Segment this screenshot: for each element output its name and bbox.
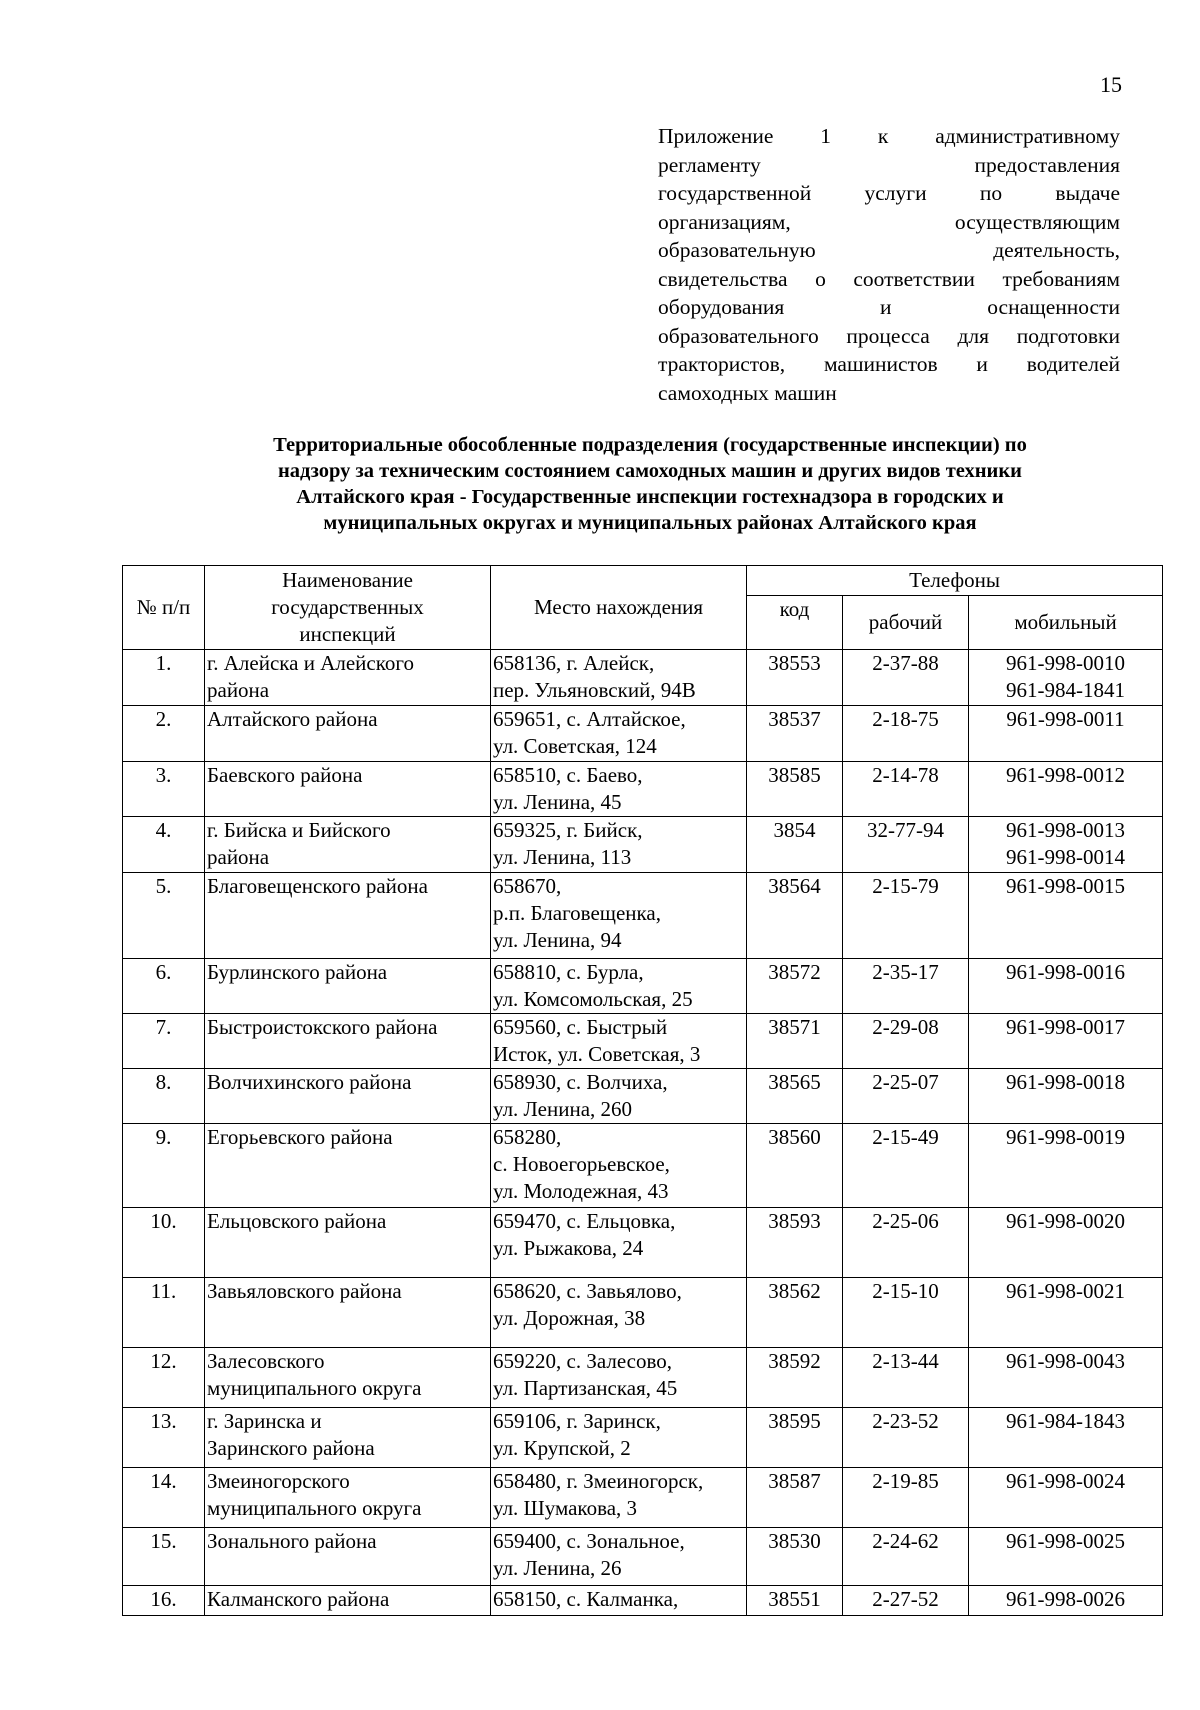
mobile-phone-line: 961-998-0020 <box>1006 1209 1125 1233</box>
inspection-name-line: Егорьевского района <box>207 1125 393 1149</box>
header-name-line: Наименование <box>282 568 413 592</box>
table-row <box>123 1468 1163 1528</box>
inspection-address-line: 658136, г. Алейск, <box>493 651 655 675</box>
table-row <box>123 706 1163 762</box>
row-number: 5. <box>123 873 205 959</box>
inspection-address <box>491 1408 747 1468</box>
inspection-name-line: Бурлинского района <box>207 960 388 984</box>
inspection-address-line: 659560, с. Быстрый <box>493 1015 668 1039</box>
row-number: 10. <box>123 1208 205 1278</box>
mobile-phone-line: 961-998-0014 <box>1006 845 1125 869</box>
inspection-address <box>491 762 747 817</box>
inspection-address <box>491 959 747 1014</box>
inspection-name-line: Баевского района <box>207 763 363 787</box>
inspection-name <box>205 1586 491 1616</box>
inspection-address-line: 658670, <box>493 874 562 898</box>
inspection-address-line: 658150, с. Калманка, <box>493 1587 679 1611</box>
inspection-name <box>205 959 491 1014</box>
inspection-name-line: Залесовского <box>207 1349 325 1373</box>
inspection-name <box>205 817 491 873</box>
work-phone: 2-18-75 <box>843 706 969 762</box>
mobile-phone-line: 961-998-0025 <box>1006 1529 1125 1553</box>
page-number: 15 <box>1100 72 1122 97</box>
inspection-name-line: г. Алейска и Алейского <box>207 651 414 675</box>
inspection-name-line: района <box>207 678 270 702</box>
inspection-address <box>491 817 747 873</box>
inspection-address-line: ул. Ленина, 113 <box>493 845 632 869</box>
inspection-name <box>205 1408 491 1468</box>
mobile-phone-line: 961-998-0019 <box>1006 1125 1125 1149</box>
work-phone: 2-25-07 <box>843 1069 969 1124</box>
inspection-address-line: 658810, с. Бурла, <box>493 960 644 984</box>
title-line: Алтайского края - Государственные инспекции гостехнадзора в городских и <box>296 486 1004 508</box>
inspection-address-line: ул. Ленина, 260 <box>493 1097 633 1121</box>
mobile-phone <box>969 762 1163 817</box>
header-mobile: мобильный <box>969 596 1163 650</box>
inspection-address <box>491 1014 747 1069</box>
inspection-name <box>205 1208 491 1278</box>
title-line: надзору за техническим состоянием самоходных машин и других видов техники <box>277 460 1022 482</box>
table-row <box>123 650 1163 706</box>
header-phones: Телефоны <box>747 566 1163 596</box>
row-number: 7. <box>123 1014 205 1069</box>
table-row <box>123 1124 1163 1208</box>
inspection-name-line: Калманского района <box>207 1587 390 1611</box>
phone-code: 38562 <box>747 1278 843 1348</box>
table-row <box>123 1528 1163 1586</box>
mobile-phone-line: 961-998-0017 <box>1006 1015 1125 1039</box>
mobile-phone-line: 961-998-0015 <box>1006 874 1125 898</box>
inspection-name-line: Зонального района <box>207 1529 377 1553</box>
mobile-phone-line: 961-984-1843 <box>1006 1409 1125 1433</box>
header-work: рабочий <box>843 596 969 650</box>
inspection-name <box>205 762 491 817</box>
row-number: 3. <box>123 762 205 817</box>
inspection-name-line: Благовещенского района <box>207 874 428 898</box>
work-phone: 2-19-85 <box>843 1468 969 1528</box>
inspection-address-line: 658480, г. Змеиногорск, <box>493 1469 704 1493</box>
mobile-phone-line: 961-998-0013 <box>1006 818 1125 842</box>
inspection-address <box>491 706 747 762</box>
mobile-phone <box>969 1124 1163 1208</box>
inspection-name-line: Завьяловского района <box>207 1279 402 1303</box>
inspection-address-line: ул. Ленина, 94 <box>493 928 622 952</box>
header-name-line: инспекций <box>299 622 396 646</box>
inspection-address <box>491 1124 747 1208</box>
inspection-address-line: ул. Молодежная, 43 <box>493 1179 669 1203</box>
mobile-phone-line: 961-998-0026 <box>1006 1587 1125 1611</box>
work-phone: 2-14-78 <box>843 762 969 817</box>
inspection-address-line: ул. Ленина, 45 <box>493 790 622 814</box>
mobile-phone-line: 961-998-0010 <box>1006 651 1125 675</box>
table-row <box>123 817 1163 873</box>
header-name-line: государственных <box>271 595 424 619</box>
inspection-address-line: 659470, с. Ельцовка, <box>493 1209 676 1233</box>
row-number: 6. <box>123 959 205 1014</box>
inspection-address-line: ул. Рыжакова, 24 <box>493 1236 644 1260</box>
inspection-address <box>491 1528 747 1586</box>
table-row <box>123 873 1163 959</box>
row-number: 9. <box>123 1124 205 1208</box>
inspection-name-line: муниципального округа <box>207 1376 422 1400</box>
work-phone: 2-29-08 <box>843 1014 969 1069</box>
mobile-phone <box>969 1278 1163 1348</box>
inspection-name <box>205 873 491 959</box>
inspection-address <box>491 873 747 959</box>
work-phone: 2-27-52 <box>843 1586 969 1616</box>
mobile-phone-line: 961-998-0043 <box>1006 1349 1125 1373</box>
mobile-phone <box>969 1348 1163 1408</box>
inspection-name-line: Заринского района <box>207 1436 375 1460</box>
annex-line: регламенту предоставления <box>658 152 1120 177</box>
annex-line: свидетельства о соответствии требованиям <box>658 266 1120 291</box>
work-phone: 2-15-79 <box>843 873 969 959</box>
inspections-table <box>122 565 1163 1616</box>
table-row <box>123 1069 1163 1124</box>
phone-code: 38530 <box>747 1528 843 1586</box>
phone-code: 38565 <box>747 1069 843 1124</box>
inspection-name <box>205 1528 491 1586</box>
inspection-address-line: 659106, г. Заринск, <box>493 1409 661 1433</box>
title-line: Территориальные обособленные подразделения (государственные инспекции) по <box>273 434 1027 456</box>
work-phone: 2-15-49 <box>843 1124 969 1208</box>
phone-code: 3854 <box>747 817 843 873</box>
inspection-address <box>491 1348 747 1408</box>
row-number: 4. <box>123 817 205 873</box>
work-phone: 2-15-10 <box>843 1278 969 1348</box>
inspection-address-line: ул. Партизанская, 45 <box>493 1376 678 1400</box>
phone-code: 38571 <box>747 1014 843 1069</box>
phone-code: 38551 <box>747 1586 843 1616</box>
inspection-address-line: ул. Шумакова, 3 <box>493 1496 638 1520</box>
inspection-name-line: Змеиногорского <box>207 1469 350 1493</box>
phone-code: 38553 <box>747 650 843 706</box>
phone-code: 38595 <box>747 1408 843 1468</box>
inspection-address-line: 658510, с. Баево, <box>493 763 643 787</box>
inspection-address-line: ул. Крупской, 2 <box>493 1436 631 1460</box>
row-number: 12. <box>123 1348 205 1408</box>
header-num: № п/п <box>123 566 205 650</box>
table-row <box>123 1014 1163 1069</box>
inspection-name-line: г. Заринска и <box>207 1409 322 1433</box>
annex-line: образовательную деятельность, <box>658 238 1120 262</box>
inspection-address <box>491 1468 747 1528</box>
mobile-phone-line: 961-998-0018 <box>1006 1070 1125 1094</box>
phone-code: 38560 <box>747 1124 843 1208</box>
phone-code: 38587 <box>747 1468 843 1528</box>
row-number: 8. <box>123 1069 205 1124</box>
inspection-address-line: ул. Комсомольская, 25 <box>493 987 693 1011</box>
annex-line: оборудования и оснащенности <box>658 295 1120 319</box>
inspection-name <box>205 1348 491 1408</box>
table-row <box>123 1586 1163 1616</box>
inspection-address-line: 659651, с. Алтайское, <box>493 707 686 731</box>
annex-line: трактористов, машинистов и водителей <box>658 352 1120 376</box>
inspection-address-line: с. Новоегорьевское, <box>493 1152 670 1176</box>
inspection-address-line: пер. Ульяновский, 94В <box>493 678 696 702</box>
work-phone: 2-13-44 <box>843 1348 969 1408</box>
mobile-phone-line: 961-984-1841 <box>1006 678 1125 702</box>
title-line: муниципальных округах и муниципальных районах Алтайского края <box>323 512 977 534</box>
work-phone: 2-23-52 <box>843 1408 969 1468</box>
inspection-address-line: 659325, г. Бийск, <box>493 818 643 842</box>
row-number: 14. <box>123 1468 205 1528</box>
header-location: Место нахождения <box>491 566 747 650</box>
annex-line: организациям, осуществляющим <box>658 209 1120 234</box>
annex-line: Приложение 1 к административному <box>658 124 1120 148</box>
annex-line: образовательного процесса для подготовки <box>658 323 1120 348</box>
work-phone: 2-35-17 <box>843 959 969 1014</box>
mobile-phone-line: 961-998-0024 <box>1006 1469 1125 1493</box>
table-body <box>123 650 1163 1616</box>
inspection-address <box>491 650 747 706</box>
inspection-name-line: Ельцовского района <box>207 1209 387 1233</box>
phone-code: 38537 <box>747 706 843 762</box>
mobile-phone <box>969 1208 1163 1278</box>
inspection-address-line: 658930, с. Волчиха, <box>493 1070 668 1094</box>
inspection-address <box>491 1586 747 1616</box>
inspection-address-line: ул. Ленина, 26 <box>493 1556 622 1580</box>
mobile-phone-line: 961-998-0021 <box>1006 1279 1125 1303</box>
inspection-name <box>205 1069 491 1124</box>
inspection-name <box>205 706 491 762</box>
mobile-phone <box>969 959 1163 1014</box>
annex-line: самоходных машин <box>658 380 837 405</box>
row-number: 13. <box>123 1408 205 1468</box>
mobile-phone <box>969 650 1163 706</box>
inspection-name-line: г. Бийска и Бийского <box>207 818 391 842</box>
table-row <box>123 1348 1163 1408</box>
mobile-phone <box>969 817 1163 873</box>
row-number: 1. <box>123 650 205 706</box>
row-number: 2. <box>123 706 205 762</box>
work-phone: 2-37-88 <box>843 650 969 706</box>
inspection-address-line: ул. Дорожная, 38 <box>493 1306 646 1330</box>
inspection-name-line: района <box>207 845 270 869</box>
inspection-address-line: ул. Советская, 124 <box>493 734 657 758</box>
inspection-name <box>205 650 491 706</box>
inspection-address-line: 659220, с. Залесово, <box>493 1349 673 1373</box>
phone-code: 38564 <box>747 873 843 959</box>
inspection-name <box>205 1124 491 1208</box>
row-number: 15. <box>123 1528 205 1586</box>
work-phone: 32-77-94 <box>843 817 969 873</box>
row-number: 11. <box>123 1278 205 1348</box>
annex-line: государственной услуги по выдаче <box>658 181 1120 205</box>
inspection-address-line: Исток, ул. Советская, 3 <box>493 1042 701 1066</box>
row-number: 16. <box>123 1586 205 1616</box>
inspection-name <box>205 1014 491 1069</box>
table-row <box>123 762 1163 817</box>
annex-reference <box>658 122 1120 407</box>
mobile-phone <box>969 873 1163 959</box>
mobile-phone <box>969 706 1163 762</box>
inspection-name <box>205 1278 491 1348</box>
table-row <box>123 1278 1163 1348</box>
header-code: код <box>747 596 843 650</box>
phone-code: 38585 <box>747 762 843 817</box>
document-title <box>170 432 1130 536</box>
phone-code: 38592 <box>747 1348 843 1408</box>
inspection-name-line: Быстроистокского района <box>207 1015 438 1039</box>
work-phone: 2-24-62 <box>843 1528 969 1586</box>
inspection-address <box>491 1278 747 1348</box>
phone-code: 38572 <box>747 959 843 1014</box>
mobile-phone-line: 961-998-0012 <box>1006 763 1125 787</box>
mobile-phone <box>969 1014 1163 1069</box>
inspection-name-line: Алтайского района <box>207 707 378 731</box>
inspection-name-line: муниципального округа <box>207 1496 422 1520</box>
phone-code: 38593 <box>747 1208 843 1278</box>
inspection-address-line: р.п. Благовещенка, <box>493 901 661 925</box>
inspection-name <box>205 1468 491 1528</box>
inspection-address-line: 659400, с. Зональное, <box>493 1529 685 1553</box>
mobile-phone <box>969 1408 1163 1468</box>
inspection-name-line: Волчихинского района <box>207 1070 412 1094</box>
mobile-phone <box>969 1586 1163 1616</box>
header-name <box>205 566 491 650</box>
table-row <box>123 959 1163 1014</box>
inspection-address <box>491 1208 747 1278</box>
inspection-address <box>491 1069 747 1124</box>
mobile-phone <box>969 1528 1163 1586</box>
work-phone: 2-25-06 <box>843 1208 969 1278</box>
mobile-phone <box>969 1468 1163 1528</box>
inspection-address-line: 658620, с. Завьялово, <box>493 1279 682 1303</box>
mobile-phone-line: 961-998-0011 <box>1006 707 1125 731</box>
inspection-address-line: 658280, <box>493 1125 562 1149</box>
mobile-phone <box>969 1069 1163 1124</box>
table-row <box>123 1208 1163 1278</box>
mobile-phone-line: 961-998-0016 <box>1006 960 1125 984</box>
table-row <box>123 1408 1163 1468</box>
